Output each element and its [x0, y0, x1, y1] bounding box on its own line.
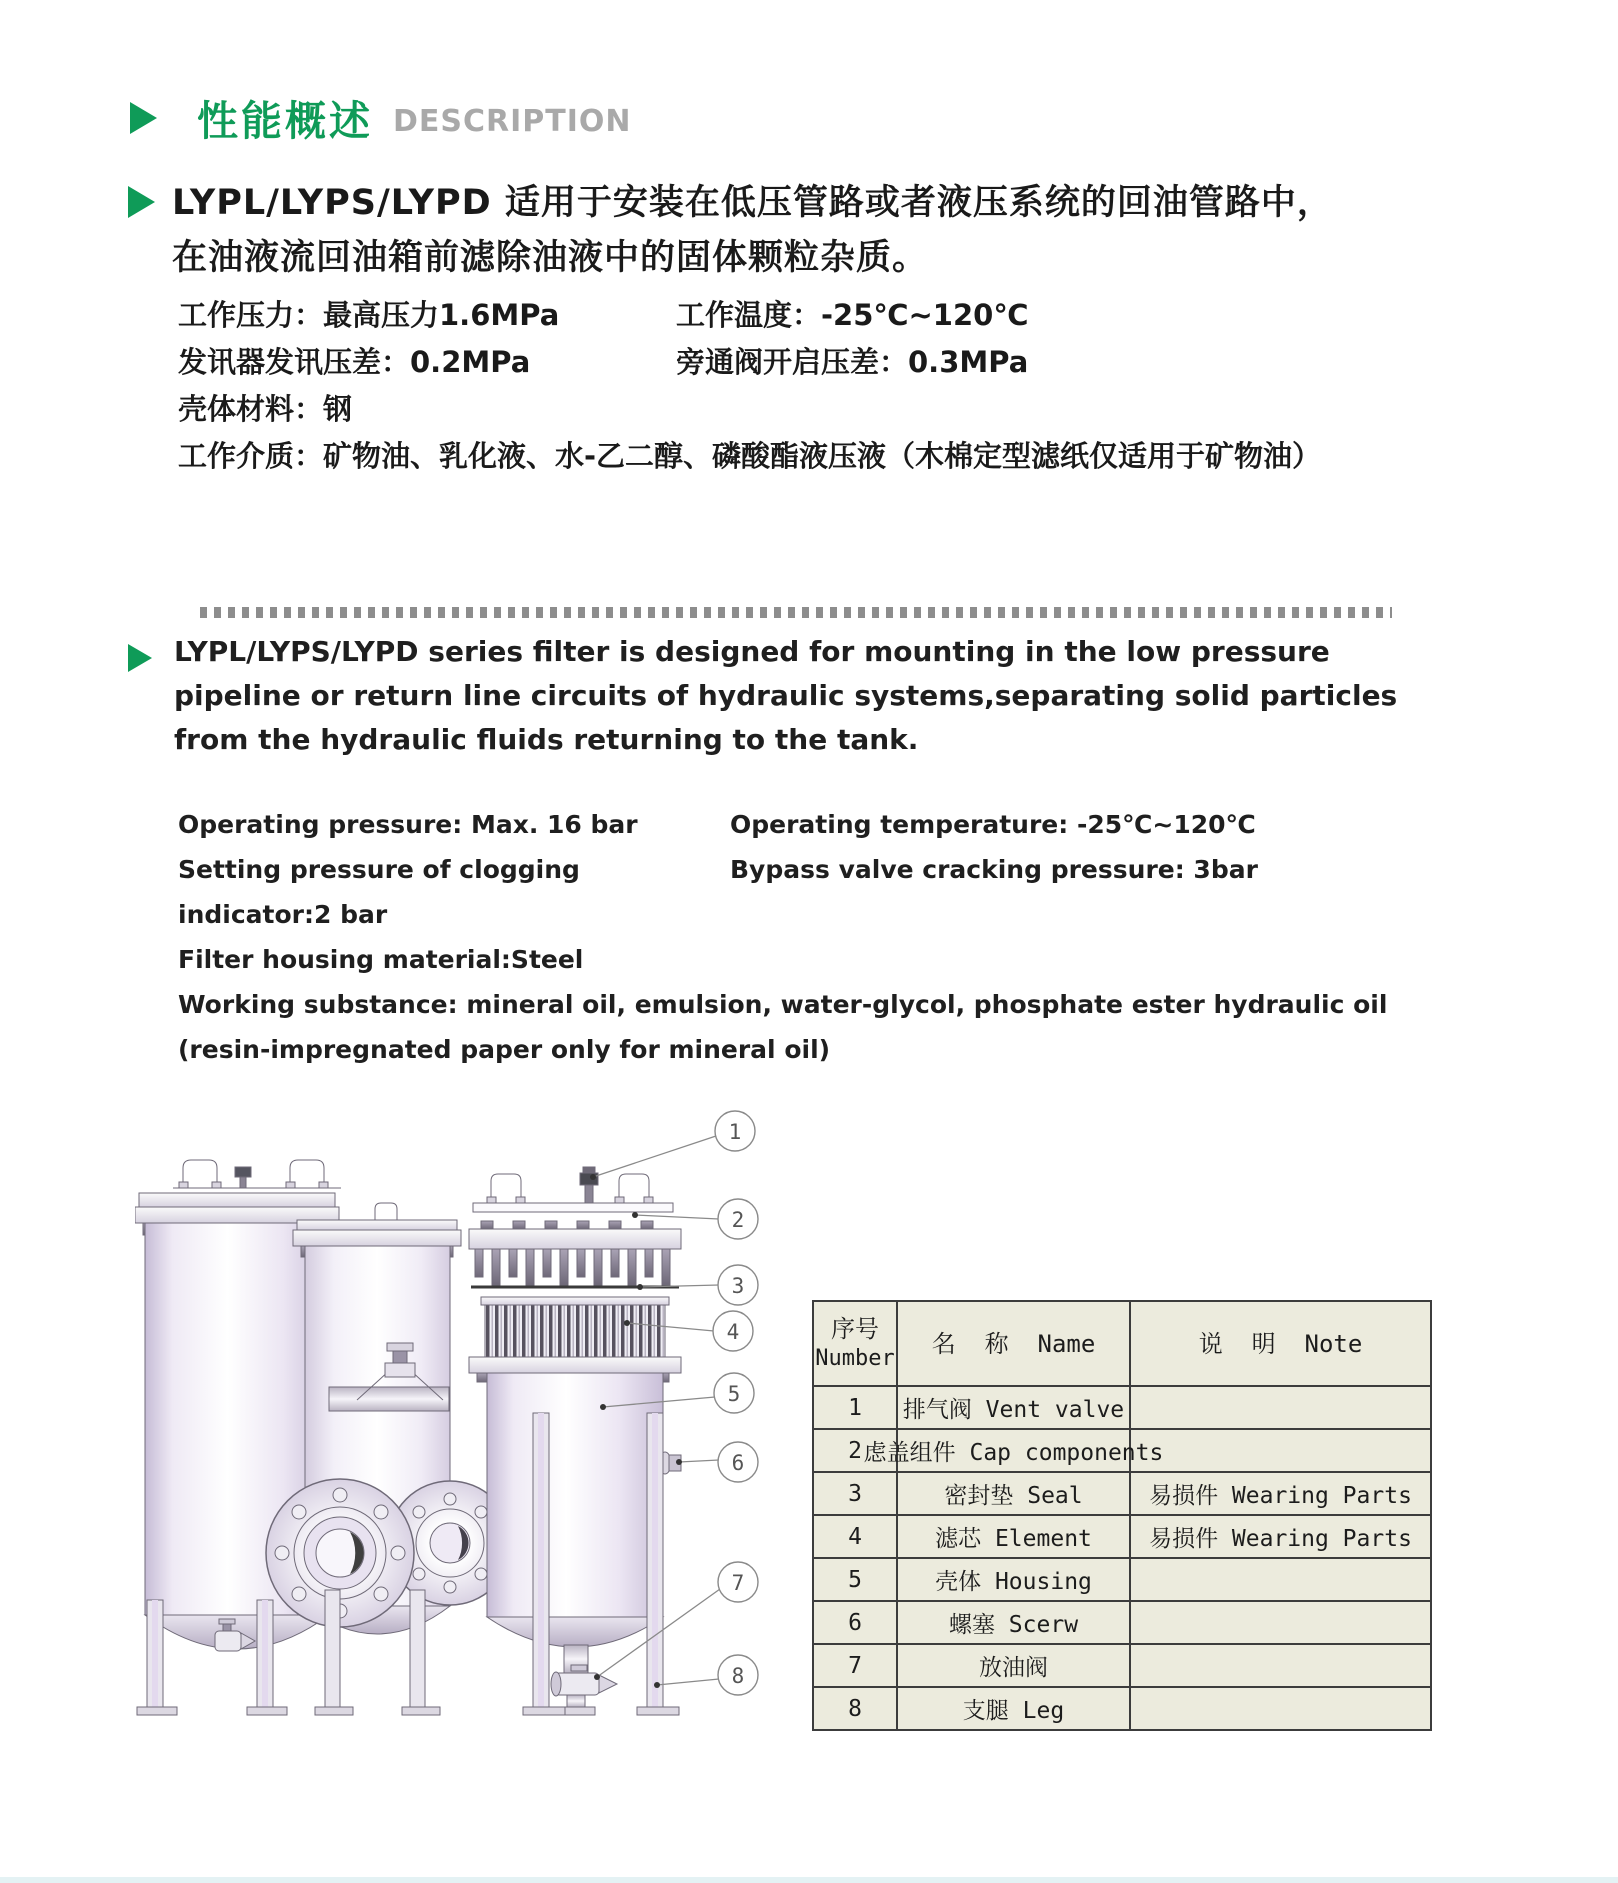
- callout-4: [713, 1311, 753, 1351]
- housing-flange: [469, 1357, 681, 1373]
- spec-zh-indicator: 发讯器发讯压差：0.2MPa: [178, 345, 531, 379]
- filter-element: [485, 1305, 665, 1357]
- section-title-zh: 性能概述: [197, 97, 373, 145]
- specs-en: [178, 802, 1387, 1072]
- table-row-number: 1: [814, 1387, 898, 1430]
- table-header-name: 名 称 Name: [898, 1302, 1131, 1387]
- intro-en-line3: from the hydraulic fluids returning to the tank.: [174, 723, 919, 756]
- table-row-note: [1131, 1387, 1430, 1430]
- svg-text:2: 2: [731, 1208, 745, 1232]
- table-row-name: 滤芯 Element: [898, 1516, 1131, 1559]
- table-row-number: 3: [814, 1473, 898, 1516]
- callout-8: [718, 1655, 758, 1695]
- callout-3: [718, 1265, 758, 1305]
- table-row-number: 8: [814, 1688, 898, 1729]
- table-row-number: 7: [814, 1645, 898, 1688]
- svg-text:6: 6: [731, 1451, 745, 1475]
- spec-en-pressure: Operating pressure: Max. 16 bar: [178, 810, 638, 839]
- callout-7: [718, 1562, 758, 1602]
- spec-en-temperature: Operating temperature: -25℃~120℃: [730, 810, 1256, 839]
- table-header-note: 说 明 Note: [1131, 1302, 1430, 1387]
- svg-text:3: 3: [731, 1274, 745, 1298]
- spec-zh-pressure: 工作压力：最高压力1.6MPa: [178, 298, 560, 332]
- filter-assembly-drawing: [135, 1055, 825, 1825]
- table-row-name: 排气阀 Vent valve: [898, 1387, 1131, 1430]
- intro-zh-line2: 在油液流回油箱前滤除油液中的固体颗粒杂质。: [172, 238, 929, 278]
- green-triangle-icon: [130, 102, 157, 134]
- spec-zh-medium: 工作介质：矿物油、乳化液、水-乙二醇、磷酸酯液压液（木棉定型滤纸仅适用于矿物油）: [178, 439, 1322, 473]
- table-row-name: 放油阀: [898, 1645, 1131, 1688]
- callout-balloons: [713, 1111, 758, 1695]
- table-row-number: 6: [814, 1602, 898, 1645]
- intro-paragraph-zh: [172, 176, 1333, 286]
- callout-5: [714, 1373, 754, 1413]
- exploded-filter-right: [469, 1167, 681, 1715]
- table-row-number: 2: [814, 1430, 898, 1473]
- spec-en-housing: Filter housing material:Steel: [178, 945, 584, 974]
- vent-valve: [580, 1173, 598, 1185]
- spec-zh-bypass: 旁通阀开启压差：0.3MPa: [676, 345, 1029, 379]
- intro-en-line1: LYPL/LYPS/LYPD series filter is designed for mounting in the low pressure: [174, 635, 1330, 668]
- green-triangle-icon: [128, 186, 155, 218]
- svg-text:1: 1: [728, 1120, 742, 1144]
- table-row-name: 螺塞 Scerw: [898, 1602, 1131, 1645]
- intro-zh-line1: LYPL/LYPS/LYPD 适用于安装在低压管路或者液压系统的回油管路中，: [172, 183, 1333, 223]
- spec-en-indicator: Setting pressure of clogging indicator:2 bar: [178, 855, 580, 929]
- table-row-name: 壳体 Housing: [898, 1559, 1131, 1602]
- table-row-number: 5: [814, 1559, 898, 1602]
- intro-en-line2: pipeline or return line circuits of hydraulic systems,separating solid particles: [174, 679, 1398, 712]
- spec-en-medium2: (resin-impregnated paper only for mineral oil): [178, 1035, 831, 1064]
- cap-plate: [473, 1203, 673, 1212]
- parts-table: [812, 1300, 1432, 1731]
- spec-zh-housing: 壳体材料：钢: [178, 392, 353, 426]
- table-row-note: [1131, 1645, 1430, 1688]
- intro-paragraph-en: [174, 630, 1397, 762]
- table-row-note: [1131, 1602, 1430, 1645]
- table-row-name: 密封垫 Seal: [898, 1473, 1131, 1516]
- callout-2: [718, 1199, 758, 1239]
- table-header-number: 序号 Number: [814, 1302, 898, 1387]
- cap-flange-ring: [469, 1229, 681, 1249]
- dotted-divider: [200, 607, 1392, 618]
- green-triangle-icon: [128, 644, 152, 672]
- table-row-note: [1131, 1688, 1430, 1729]
- drain-valve: [551, 1645, 617, 1715]
- callout-6: [718, 1442, 758, 1482]
- page-bottom-strip: [0, 1877, 1618, 1883]
- table-row-note: [1131, 1430, 1430, 1473]
- table-row-number: 4: [814, 1516, 898, 1559]
- spec-en-medium: Working substance: mineral oil, emulsion, water-glycol, phosphate ester hydraulic oil: [178, 990, 1388, 1019]
- table-row-name: 支腿 Leg: [898, 1688, 1131, 1729]
- housing-body: [487, 1373, 663, 1617]
- table-row-note: 易损件 Wearing Parts: [1131, 1473, 1430, 1516]
- callout-1: [715, 1111, 755, 1151]
- section-header: [130, 88, 632, 147]
- svg-text:5: 5: [727, 1382, 741, 1406]
- svg-text:8: 8: [731, 1664, 745, 1688]
- specs-zh: [178, 292, 1321, 480]
- svg-text:4: 4: [726, 1320, 740, 1344]
- svg-text:7: 7: [731, 1571, 745, 1595]
- table-row-note: [1131, 1559, 1430, 1602]
- spec-zh-temperature: 工作温度：-25℃~120℃: [676, 298, 1029, 332]
- table-row-name: 虑盖组件 Cap components: [898, 1430, 1131, 1473]
- section-title-en: DESCRIPTION: [393, 104, 632, 139]
- spec-en-bypass: Bypass valve cracking pressure: 3bar: [730, 855, 1258, 884]
- table-row-note: 易损件 Wearing Parts: [1131, 1516, 1430, 1559]
